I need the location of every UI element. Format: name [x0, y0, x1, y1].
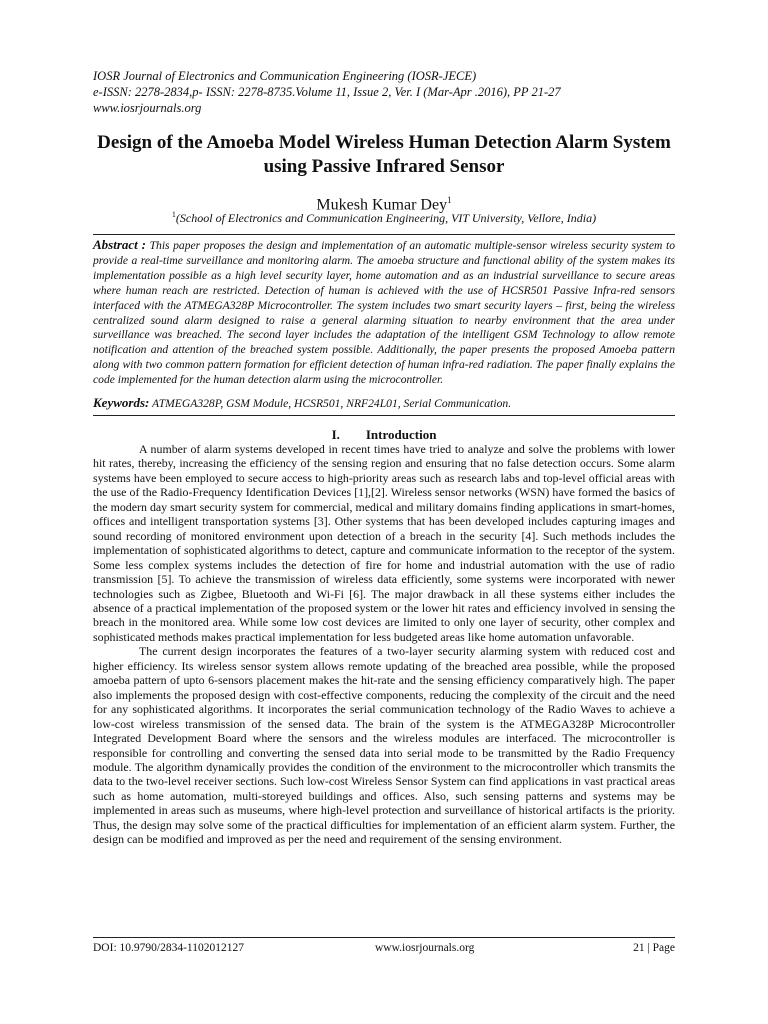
- keywords-text: ATMEGA328P, GSM Module, HCSR501, NRF24L01, Serial Communication.: [152, 397, 512, 410]
- affiliation-text: (School of Electronics and Communication Engineering, VIT University, Vellore, India): [175, 211, 597, 225]
- footer-website: www.iosrjournals.org: [375, 942, 475, 954]
- author-superscript: 1: [447, 195, 452, 205]
- journal-name: IOSR Journal of Electronics and Communication Engineering (IOSR-JECE): [93, 69, 477, 83]
- section-heading: [80, 427, 688, 443]
- paper-title: Design of the Amoeba Model Wireless Human Detection Alarm System using Passive Infrared Sensor: [97, 132, 671, 177]
- affiliation-superscript: 1: [171, 210, 176, 219]
- paragraph: The current design incorporates the features of a two-layer security alarming system with reduced cost and higher efficiency. Its wireless sensor system allows remote updating of the breached area possible, while the proposed amoeba pattern of upto 6-sensors placement makes the hit-rate and the sensing efficiency comparatively high. The paper also implements the proposed design with cost-effective components, reducing the complexity of the circuit and the need for any sophisticated algorithms. It incorporates the serial communication technology of the Radio Waves to achieve a low-cost wireless transmission of the sensed data. The brain of the system is the ATMEGA328P Microcontroller Integrated Development Board where the sensors and the wireless modules are interfaced. The microcontroller is responsible for controlling and converting the sensed data into serial mode to be transmitted by the Radio Frequency module. The algorithm dynamically provides the condition of the environment to the microcontroller which transmits the data to the two-level receiver sections. Such low-cost Wireless Sensor System can find applications in vast practical areas such as home automation, multi-storeyed buildings and offices. Also, such sensing patterns and systems may be implemented in areas such as museums, where high-level protection and surveillance of historical artifacts is the priority. Thus, the design may solve some of the practical difficulties for implementation of an efficient alarm system. Further, the design can be modified and improved as per the need and requirement of the sensing environment.: [93, 644, 675, 847]
- section-body: [93, 442, 675, 847]
- author-name: Mukesh Kumar Dey: [316, 196, 448, 214]
- paragraph: A number of alarm systems developed in recent times have tried to analyze and solve the problems with lower hit rates, thereby, increasing the efficiency of the sensing region and ensuring that no false detection occurs. Some alarm systems have been employed to secure access to high-priority areas such as research labs and top-level official areas with the use of the Radio-Frequency Identification Devices [1],[2]. Wireless sensor networks (WSN) have formed the basics of the modern day smart security system for commercial, medical and military domains finding applications in smart-homes, offices and intelligent transportation systems [3]. Other systems that has been developed includes capturing images and sound recording of monitored environment upon detection of a breach in the security [4]. Such methods includes the implementation of sophisticated algorithms to detect, capture and communicate information to the receptor of the system. Some less complex systems includes the detection of fire for home and industrial automation with the use of radio transmission [5]. To achieve the transmission of wireless data efficiently, some systems were incorporated with newer technologies such as Zigbee, Bluetooth and Wi-Fi [6]. The major drawback in all these systems either includes the absence of a practical implementation of the proposed system or the lower hit rates and efficiency involved in sensing the breach in the monitored area. While some low cost devices are limited to only one layer of security, other complex and sophisticated methods makes practical implementation for less budgeted areas like home automation unfavorable.: [93, 442, 675, 644]
- abstract: [93, 238, 675, 388]
- keywords: [93, 395, 675, 411]
- abstract-label: Abstract :: [93, 237, 147, 252]
- journal-website: www.iosrjournals.org: [93, 101, 202, 115]
- keywords-label: Keywords:: [93, 395, 150, 410]
- section-title: Introduction: [365, 427, 437, 442]
- footer-rule: [93, 937, 675, 938]
- section-number: I.: [331, 427, 340, 442]
- footer-page-number: 21 | Page: [633, 942, 675, 954]
- journal-header: [93, 68, 693, 116]
- abstract-text: This paper proposes the design and implementation of an automatic multiple-sensor wireless security system to provide a real-time surveillance and monitoring alarm. The amoeba structure and functional ability of the system makes its implementation possible as a high level security layer, home automation and as an industrial surveillance to secure areas where human reach are restricted. Detection of human is achieved with the use of HCSR501 Passive Infra-red sensors interfaced with the ATMEGA328P Microcontroller. The system includes two smart security layers – first, being the wireless centralized sound alarm designed to raise a general alarming situation to nearby environment that the area under surveillance was breached. The second layer includes the adaptation of the intelligent GSM Technology to allow remote notification and attention of the breached system possible. Additionally, the paper presents the proposed Amoeba pattern along with two common pattern formation for efficient detection of human infra-red radiation. The paper finally explains the code implemented for the human detection alarm using the microcontroller.: [93, 239, 675, 387]
- footer-doi: DOI: 10.9790/2834-1102012127: [93, 942, 244, 954]
- journal-issn-line: e-ISSN: 2278-2834,p- ISSN: 2278-8735.Volume 11, Issue 2, Ver. I (Mar-Apr .2016), PP 21-27: [93, 85, 561, 99]
- author-affiliation: [80, 207, 688, 226]
